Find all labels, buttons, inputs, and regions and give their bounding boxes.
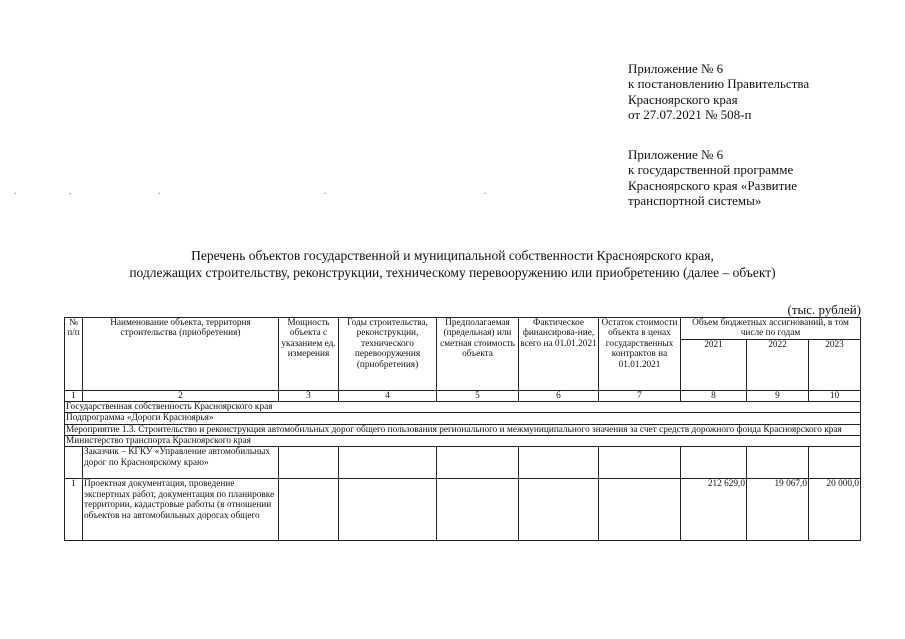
appendix-line: транспортной системы»	[628, 193, 762, 209]
section-subprogram: Подпрограмма «Дороги Красноярья»	[65, 413, 861, 424]
header-budget: Объем бюджетных ассигнований, в том числе по годам	[681, 318, 861, 340]
header-name: Наименование объекта, территория строительства (приобретения)	[83, 318, 279, 391]
section-state-property: Государственная собственность Красноярского края	[65, 401, 861, 412]
appendix-line: к государственной программе	[628, 162, 794, 178]
appendix-line: Красноярского края	[628, 91, 738, 107]
header-years: Годы строительства, реконструкции, технического перевооружения (приобретения)	[339, 318, 437, 391]
appendix-line: Красноярского края «Развитие	[628, 177, 798, 193]
header-year-2021: 2021	[681, 339, 747, 390]
appendix-line: от 27.07.2021 № 508-п	[628, 107, 752, 123]
header-remaining-cost: Остаток стоимости объекта в ценах государственных контрактов на 01.01.2021	[599, 318, 681, 391]
column-number: 5	[437, 390, 519, 401]
appendix-block-program	[628, 147, 797, 209]
table-row	[65, 479, 861, 541]
row-name: Проектная документация, проведение экспертных работ, документация по планировке территории, кадастровые работы (в отношении объектов на автомобильных дорогах общего	[83, 479, 279, 541]
section-row	[65, 424, 861, 435]
row-value-2022: 19 067,0	[747, 479, 809, 541]
row-value-2021: 212 629,0	[681, 479, 747, 541]
header-year-2023: 2023	[809, 339, 861, 390]
section-ministry: Министерство транспорта Красноярского края	[65, 436, 861, 447]
appendix-block-resolution	[628, 61, 809, 123]
column-number-row	[65, 390, 861, 401]
header-year-2022: 2022	[747, 339, 809, 390]
column-number: 10	[809, 390, 861, 401]
title-line: Перечень объектов государственной и муниципальной собственности Красноярского края,	[191, 248, 714, 263]
objects-table	[64, 317, 861, 541]
appendix-line: Приложение № 6	[628, 61, 724, 76]
header-capacity: Мощность объекта с указанием ед. измерения	[279, 318, 339, 391]
appendix-line: Приложение № 6	[628, 147, 724, 162]
header-estimated-cost: Предполагаемая (предельная) или сметная стоимость объекта	[437, 318, 519, 391]
column-number: 9	[747, 390, 809, 401]
units-label: (тыс. рублей)	[787, 302, 861, 317]
section-measure: Мероприятие 1.3. Строительство и реконструкция автомобильных дорог общего пользования регионального и межмуниципального значения за счет средств дорожного фонда Красноярского края	[65, 424, 861, 435]
customer-row	[65, 447, 861, 479]
row-num: 1	[65, 479, 83, 541]
column-number: 8	[681, 390, 747, 401]
section-row	[65, 401, 861, 412]
column-number: 4	[339, 390, 437, 401]
row-value-2023: 20 000,0	[809, 479, 861, 541]
column-number: 1	[65, 390, 83, 401]
column-number: 7	[599, 390, 681, 401]
appendix-line: к постановлению Правительства	[628, 76, 810, 92]
document-title	[0, 247, 905, 281]
section-row	[65, 436, 861, 447]
column-number: 3	[279, 390, 339, 401]
customer-name: Заказчик – КГКУ «Управление автомобильных дорог по Красноярскому краю»	[83, 447, 279, 479]
title-line: подлежащих строительству, реконструкции, техническому перевооружению или приобретению (далее – объект)	[129, 265, 776, 280]
section-row	[65, 413, 861, 424]
header-num: № п/п	[65, 318, 83, 391]
column-number: 2	[83, 390, 279, 401]
table-header-row	[65, 318, 861, 340]
column-number: 6	[519, 390, 599, 401]
header-actual-financing: Фактическое финансирова-ние, всего на 01.01.2021	[519, 318, 599, 391]
